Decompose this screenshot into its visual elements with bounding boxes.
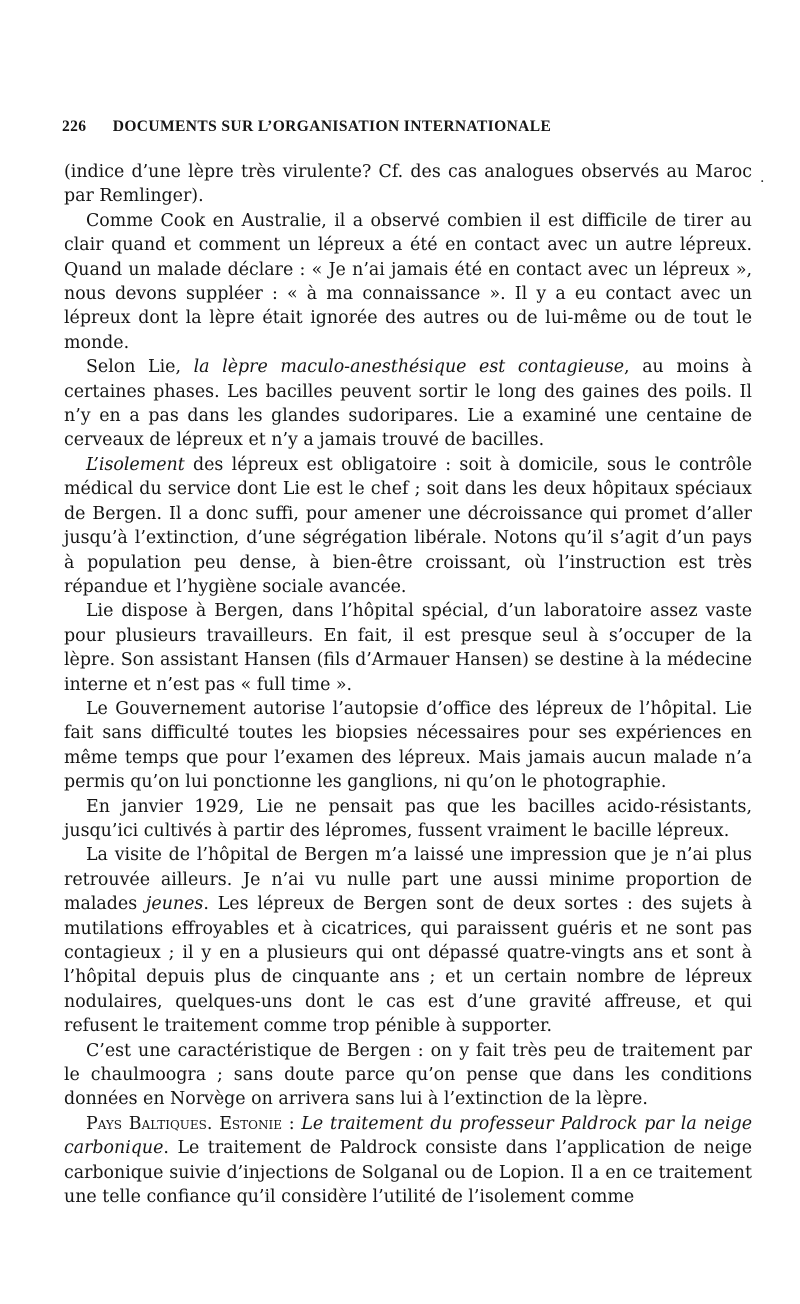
paragraph: [64, 209, 752, 355]
paragraph: [64, 1039, 752, 1112]
text-segment: Comme Cook en Australie, il a observé combien il est difficile de tirer au clair quand et comment un lépreux a été en contact avec un autre lépreux. Quand un malade déclare : « Je n’ai jamais été en contact avec un lépreux », nous devons suppléer : « à ma connaissance ». Il y a eu contact avec un lépreux dont la lèpre était ignorée des autres ou de lui-même ou de tout le monde.: [64, 210, 752, 353]
paragraph: [64, 1112, 752, 1210]
text-segment: . Le traitement de Paldrock consiste dans l’application de neige carbonique suivie d’injections de Solganal ou de Lopion. Il a en ce traitement une telle confiance qu’il considère l’utilité de l’isolement comme: [64, 1138, 752, 1208]
paragraph: [64, 843, 752, 1038]
paragraph: [64, 697, 752, 795]
page-number: 226: [62, 118, 87, 135]
body-text: [64, 160, 752, 1209]
paragraph: [64, 160, 752, 209]
text-segment: Selon Lie,: [86, 357, 194, 378]
paragraph: [64, 355, 752, 453]
paragraph: [64, 599, 752, 697]
text-segment: (indice d’une lèpre très virulente? Cf. des cas analogues observés au Maroc par Remlinger).: [64, 162, 752, 207]
text-segment: . Les lépreux de Bergen sont de deux sortes : des sujets à mutilations effroyables et à cicatrices, qui paraissent guéris et ne sont pas contagieux ; il y en a plusieurs qui ont dépassé quatre-vingts ans et sont à l’hôpital depuis plus de cinquante ans ; et un certain nombre de lépreux nodulaires, quelques-uns dont le cas est d’une gravité affreuse, et qui refusent le traitement comme trop pénible à supporter.: [64, 894, 752, 1037]
text-segment: jeunes: [146, 894, 204, 915]
text-segment: Le Gouvernement autorise l’autopsie d’office des lépreux de l’hôpital. Lie fait sans difficulté toutes les biopsies nécessaires pour ses expériences en même temps que pour l’examen des lépreux. Mais jamais aucun malade n’a permis qu’on lui ponctionne les ganglions, ni qu’on le photographie.: [64, 698, 752, 793]
text-segment: des lépreux est obligatoire : soit à domicile, sous le contrôle médical du service dont Lie est le chef ; soit dans les deux hôpitaux spéciaux de Bergen. Il a donc suffi, pour amener une décroissance qui promet d’aller jusqu’à l’extinction, d’une ségrégation libérale. Notons qu’il s’agit d’un pays à population peu dense, à bien-être croissant, où l’instruction est très répandue et l’hygiène sociale avancée.: [64, 454, 752, 597]
text-segment: C’est une caractéristique de Bergen : on y fait très peu de traitement par le chaulmoogra ; sans doute parce qu’on pense que dans les conditions données en Norvège on arrivera sans lui à l’extinction de la lèpre.: [64, 1040, 752, 1110]
text-segment: Le traitement du professeur Paldrock par la neige carbonique: [64, 1113, 752, 1159]
text-segment: Pays Baltiques. Estonie: [86, 1113, 282, 1134]
running-title: DOCUMENTS SUR L’ORGANISATION INTERNATIONALE: [112, 118, 552, 135]
paragraph: [64, 453, 752, 599]
text-segment: :: [281, 1113, 302, 1134]
text-segment: La visite de l’hôpital de Bergen m’a laissé une impression que je n’ai plus retrouvée ailleurs. Je n’ai vu nulle part une aussi minime proportion de malades: [64, 845, 752, 915]
text-segment: , au moins à certaines phases. Les bacilles peuvent sortir le long des gaines des poils. Il n’y en a pas dans les glandes sudoripares. Lie a examiné une centaine de cerveaux de lépreux et n’y a jamais trouvé de bacilles.: [64, 357, 752, 451]
text-segment: L’isolement: [86, 454, 185, 475]
page-header: [62, 118, 702, 136]
text-segment: En janvier 1929, Lie ne pensait pas que les bacilles acido-résistants, jusqu’ici cultivés à partir des lépromes, fussent vraiment le bacille lépreux.: [64, 796, 752, 841]
text-segment: Lie dispose à Bergen, dans l’hôpital spécial, d’un laboratoire assez vaste pour plusieurs travailleurs. En fait, il est presque seul à s’occuper de la lèpre. Son assistant Hansen (fils d’Armauer Hansen) se destine à la médecine interne et n’est pas « full time ».: [64, 601, 752, 695]
text-segment: la lèpre maculo-anesthésique est contagieuse: [193, 357, 625, 378]
paragraph: [64, 795, 752, 844]
margin-mark: .: [760, 170, 765, 186]
